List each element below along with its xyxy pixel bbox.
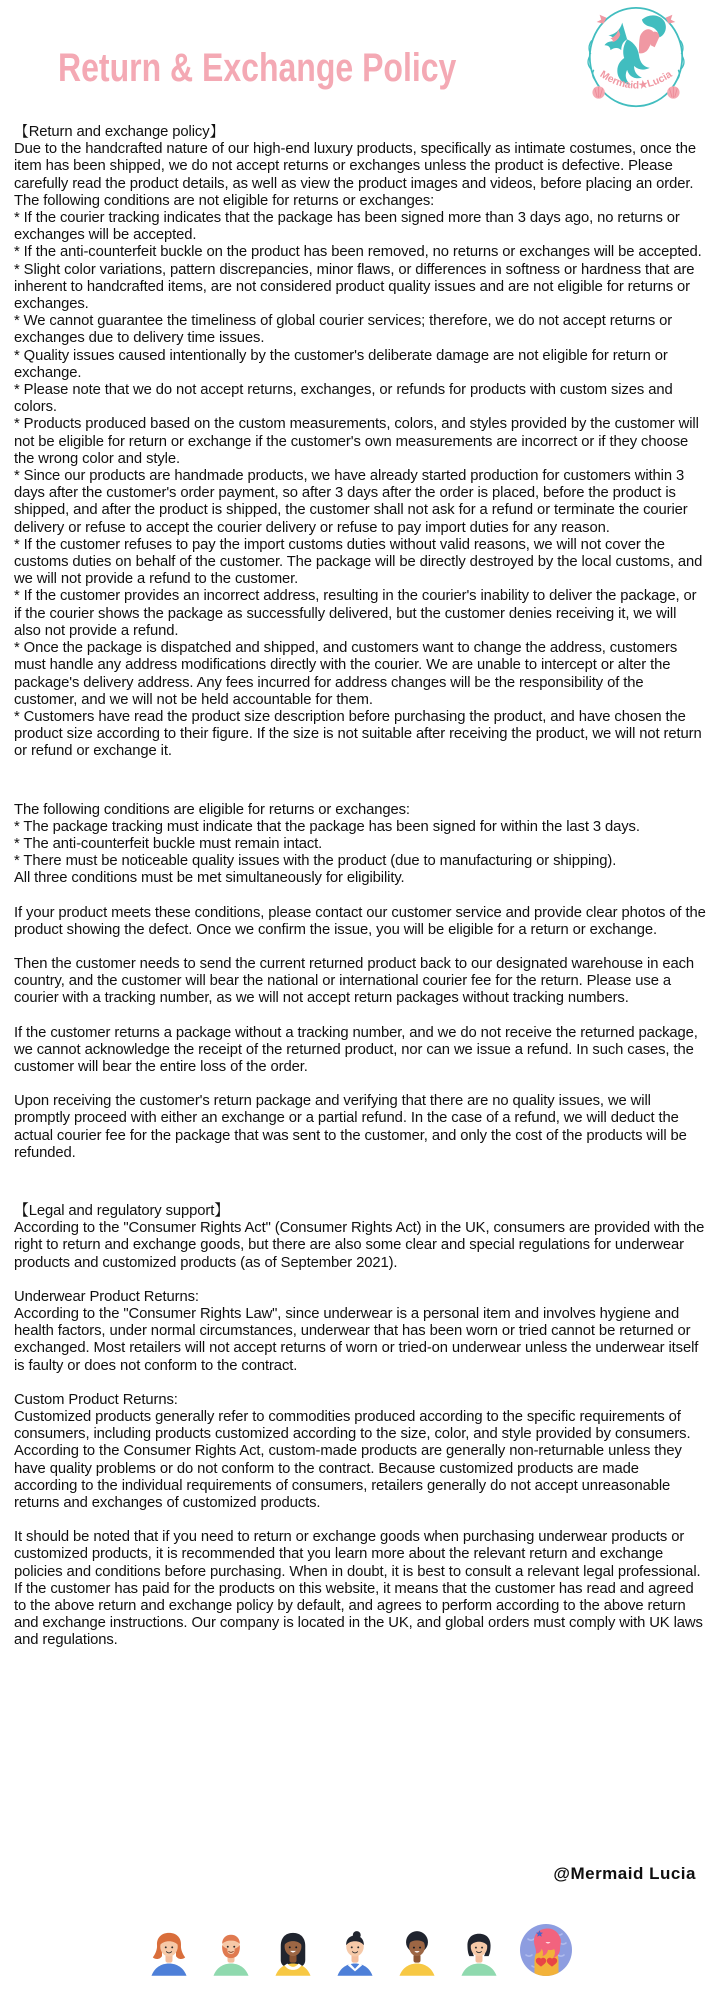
logo-text: Mermaid★Lucia [597, 69, 675, 92]
shell-icon [667, 86, 679, 98]
avatar-man-black-afro-icon [396, 1930, 438, 1976]
policy-paragraph: * If the customer refuses to pay the import customs duties without valid reasons, we will not cover the customs duties on behalf of the customer. The package will be directly destroyed by the local customs, and we will not provide a refund to the customer. [14, 536, 703, 588]
policy-text [14, 124, 706, 1860]
page-title: Return & Exchange Policy [58, 46, 457, 90]
policy-paragraph: * Quality issues caused intentionally by the customer's deliberate damage are not eligible for return or exchange. [14, 347, 668, 381]
policy-paragraph: The following conditions are eligible for returns or exchanges: [14, 801, 410, 818]
policy-paragraph: If your product meets these conditions, please contact our customer service and provide clear photos of the product showing the defect. Once we confirm the issue, you will be eligible for a return or exchange. [14, 904, 706, 938]
policy-paragraph: The following conditions are not eligible for returns or exchanges: [14, 192, 435, 209]
policy-paragraph: * Once the package is dispatched and shipped, and customers want to change the address, customers must handle any address modifications directly with the courier. We are unable to intercept or alter the package's delivery address. Any fees incurred for address changes will be the responsibility of the customer, and we will not be held accountable for them. [14, 640, 678, 708]
avatar-woman-long-black-hair-icon [272, 1930, 314, 1976]
policy-paragraph: * We cannot guarantee the timeliness of global courier services; therefore, we do not accept returns or exchanges due to delivery time issues. [14, 313, 673, 347]
avatar-mermaid-lucia-icon [520, 1924, 572, 1976]
avatar-woman-black-bob-icon [458, 1930, 500, 1976]
signature: @Mermaid Lucia [553, 1864, 696, 1883]
policy-paragraph: 【Return and exchange policy】 [14, 124, 225, 140]
policy-paragraph: * Products produced based on the custom measurements, colors, and styles provided by the customer will not be eligible for return or exchange if the customer's own measurements are incorrect or if they choose the wrong color and style. [14, 416, 699, 467]
policy-paragraph: According to the "Consumer Rights Law", since underwear is a personal item and involves hygiene and health factors, under normal circumstances, underwear that has been worn or tried cannot be returned or exchanged. Most retailers will not accept returns of worn or tried-on underwear unless the underwear itself is faulty or does not conform to the contract. [14, 1305, 699, 1374]
policy-paragraph: If the customer returns a package without a tracking number, and we do not receive the returned package, we cannot acknowledge the receipt of the returned product, nor can we issue a refund. In such cases, the customer will bear the entire loss of the order. [14, 1024, 698, 1075]
policy-paragraph: It should be noted that if you need to return or exchange goods when purchasing underwear products or customized products, it is recommended that you learn more about the relevant return and exchange policies and conditions before purchasing. When in doubt, it is best to consult a relevant legal professional. If the customer has paid for the products on this website, it means that the customer has read and agreed to the above return and exchange policy by default, and agrees to perform according to the above return and exchange instructions. Our company is located in the UK, and global orders must comply with UK laws and regulations. [14, 1529, 703, 1649]
policy-paragraph: * The anti-counterfeit buckle must remain intact. [14, 835, 323, 852]
avatar-woman-long-orange-hair-icon [148, 1930, 190, 1976]
policy-paragraph: * Please note that we do not accept returns, exchanges, or refunds for products with custom sizes and colors. [14, 382, 673, 416]
policy-paragraph: * Customers have read the product size description before purchasing the product, and have chosen the product size according to their figure. If the size is not suitable after receiving the product, we will not return or refund or exchange it. [14, 708, 702, 760]
policy-paragraph: * The package tracking must indicate that the package has been signed for within the last 3 days. [14, 818, 640, 835]
svg-text:Mermaid★Lucia [598, 69, 675, 92]
mermaid-lucia-logo [577, 4, 695, 114]
avatar-row [0, 1920, 720, 1976]
policy-paragraph: * Slight color variations, pattern discrepancies, minor flaws, or differences in softness or hardness that are inherent to handcrafted items, are not considered product quality issues and are not eligible for returns or exchanges. [14, 261, 695, 313]
policy-paragraph: Upon receiving the customer's return package and verifying that there are no quality issues, we will promptly proceed with either an exchange or a partial refund. In the case of a refund, we will deduct the actual courier fee for the package that was sent to the customer, and only the cost of the products will be refunded. [14, 1093, 687, 1161]
policy-paragraph: Underwear Product Returns: [14, 1288, 199, 1305]
policy-paragraph: Then the customer needs to send the current returned product back to our designated warehouse in each country, and the customer will bear the national or international courier fee for the return. Please use a courier with a tracking number, as we will not accept return packages without tracking numbers. [14, 955, 695, 1007]
policy-paragraph: 【Legal and regulatory support】 [14, 1202, 229, 1219]
policy-paragraph: All three conditions must be met simultaneously for eligibility. [14, 870, 405, 887]
mermaid-logo-art [577, 4, 695, 114]
policy-paragraph: Due to the handcrafted nature of our high-end luxury products, specifically as intimate costumes, once the item has been shipped, we do not accept returns or exchanges unless the product is defective. Please carefully read the product details, as well as view the product images and videos, before placing an order. [14, 141, 696, 192]
policy-paragraph: * If the anti-counterfeit buckle on the product has been removed, no returns or exchanges will be accepted. [14, 244, 702, 261]
policy-paragraph: * Since our products are handmade products, we have already started production for customers within 3 days after the customer's order payment, so after 3 days after the order is placed, before the product is shipped, and after the product is shipped, the customer shall not ask for a refund or terminate the courier delivery or refuse to accept the courier delivery or refuse to pay import duties for any reason. [14, 468, 688, 536]
policy-paragraph: Custom Product Returns: [14, 1391, 178, 1408]
avatar-woman-black-bun-icon [334, 1930, 376, 1976]
policy-paragraph: According to the "Consumer Rights Act" (Consumer Rights Act) in the UK, consumers are provided with the right to return and exchange goods, but there are also some clear and special regulations for underwear products and customized products (as of September 2021). [14, 1220, 705, 1271]
policy-paragraph: * If the customer provides an incorrect address, resulting in the courier's inability to deliver the package, or if the courier shows the package as successfully delivered, but the customer denies receiving it, we will also not provide a refund. [14, 588, 697, 639]
policy-paragraph: * There must be noticeable quality issues with the product (due to manufacturing or shipping). [14, 853, 617, 870]
shell-icon [592, 86, 604, 98]
policy-paragraph: Customized products generally refer to commodities produced according to the specific requirements of consumers, including products customized according to the size, color, and style provided by consumers. According to the Consumer Rights Act, custom-made products are generally non-returnable unless they have quality problems or do not conform to the contract. Because customized products are made according to the individual requirements of consumers, retailers generally do not accept unreasonable returns and exchanges of customized products. [14, 1409, 691, 1512]
policy-paragraph: * If the courier tracking indicates that the package has been signed more than 3 days ago, no returns or exchanges will be accepted. [14, 210, 680, 244]
avatar-man-orange-beard-icon [210, 1930, 252, 1976]
